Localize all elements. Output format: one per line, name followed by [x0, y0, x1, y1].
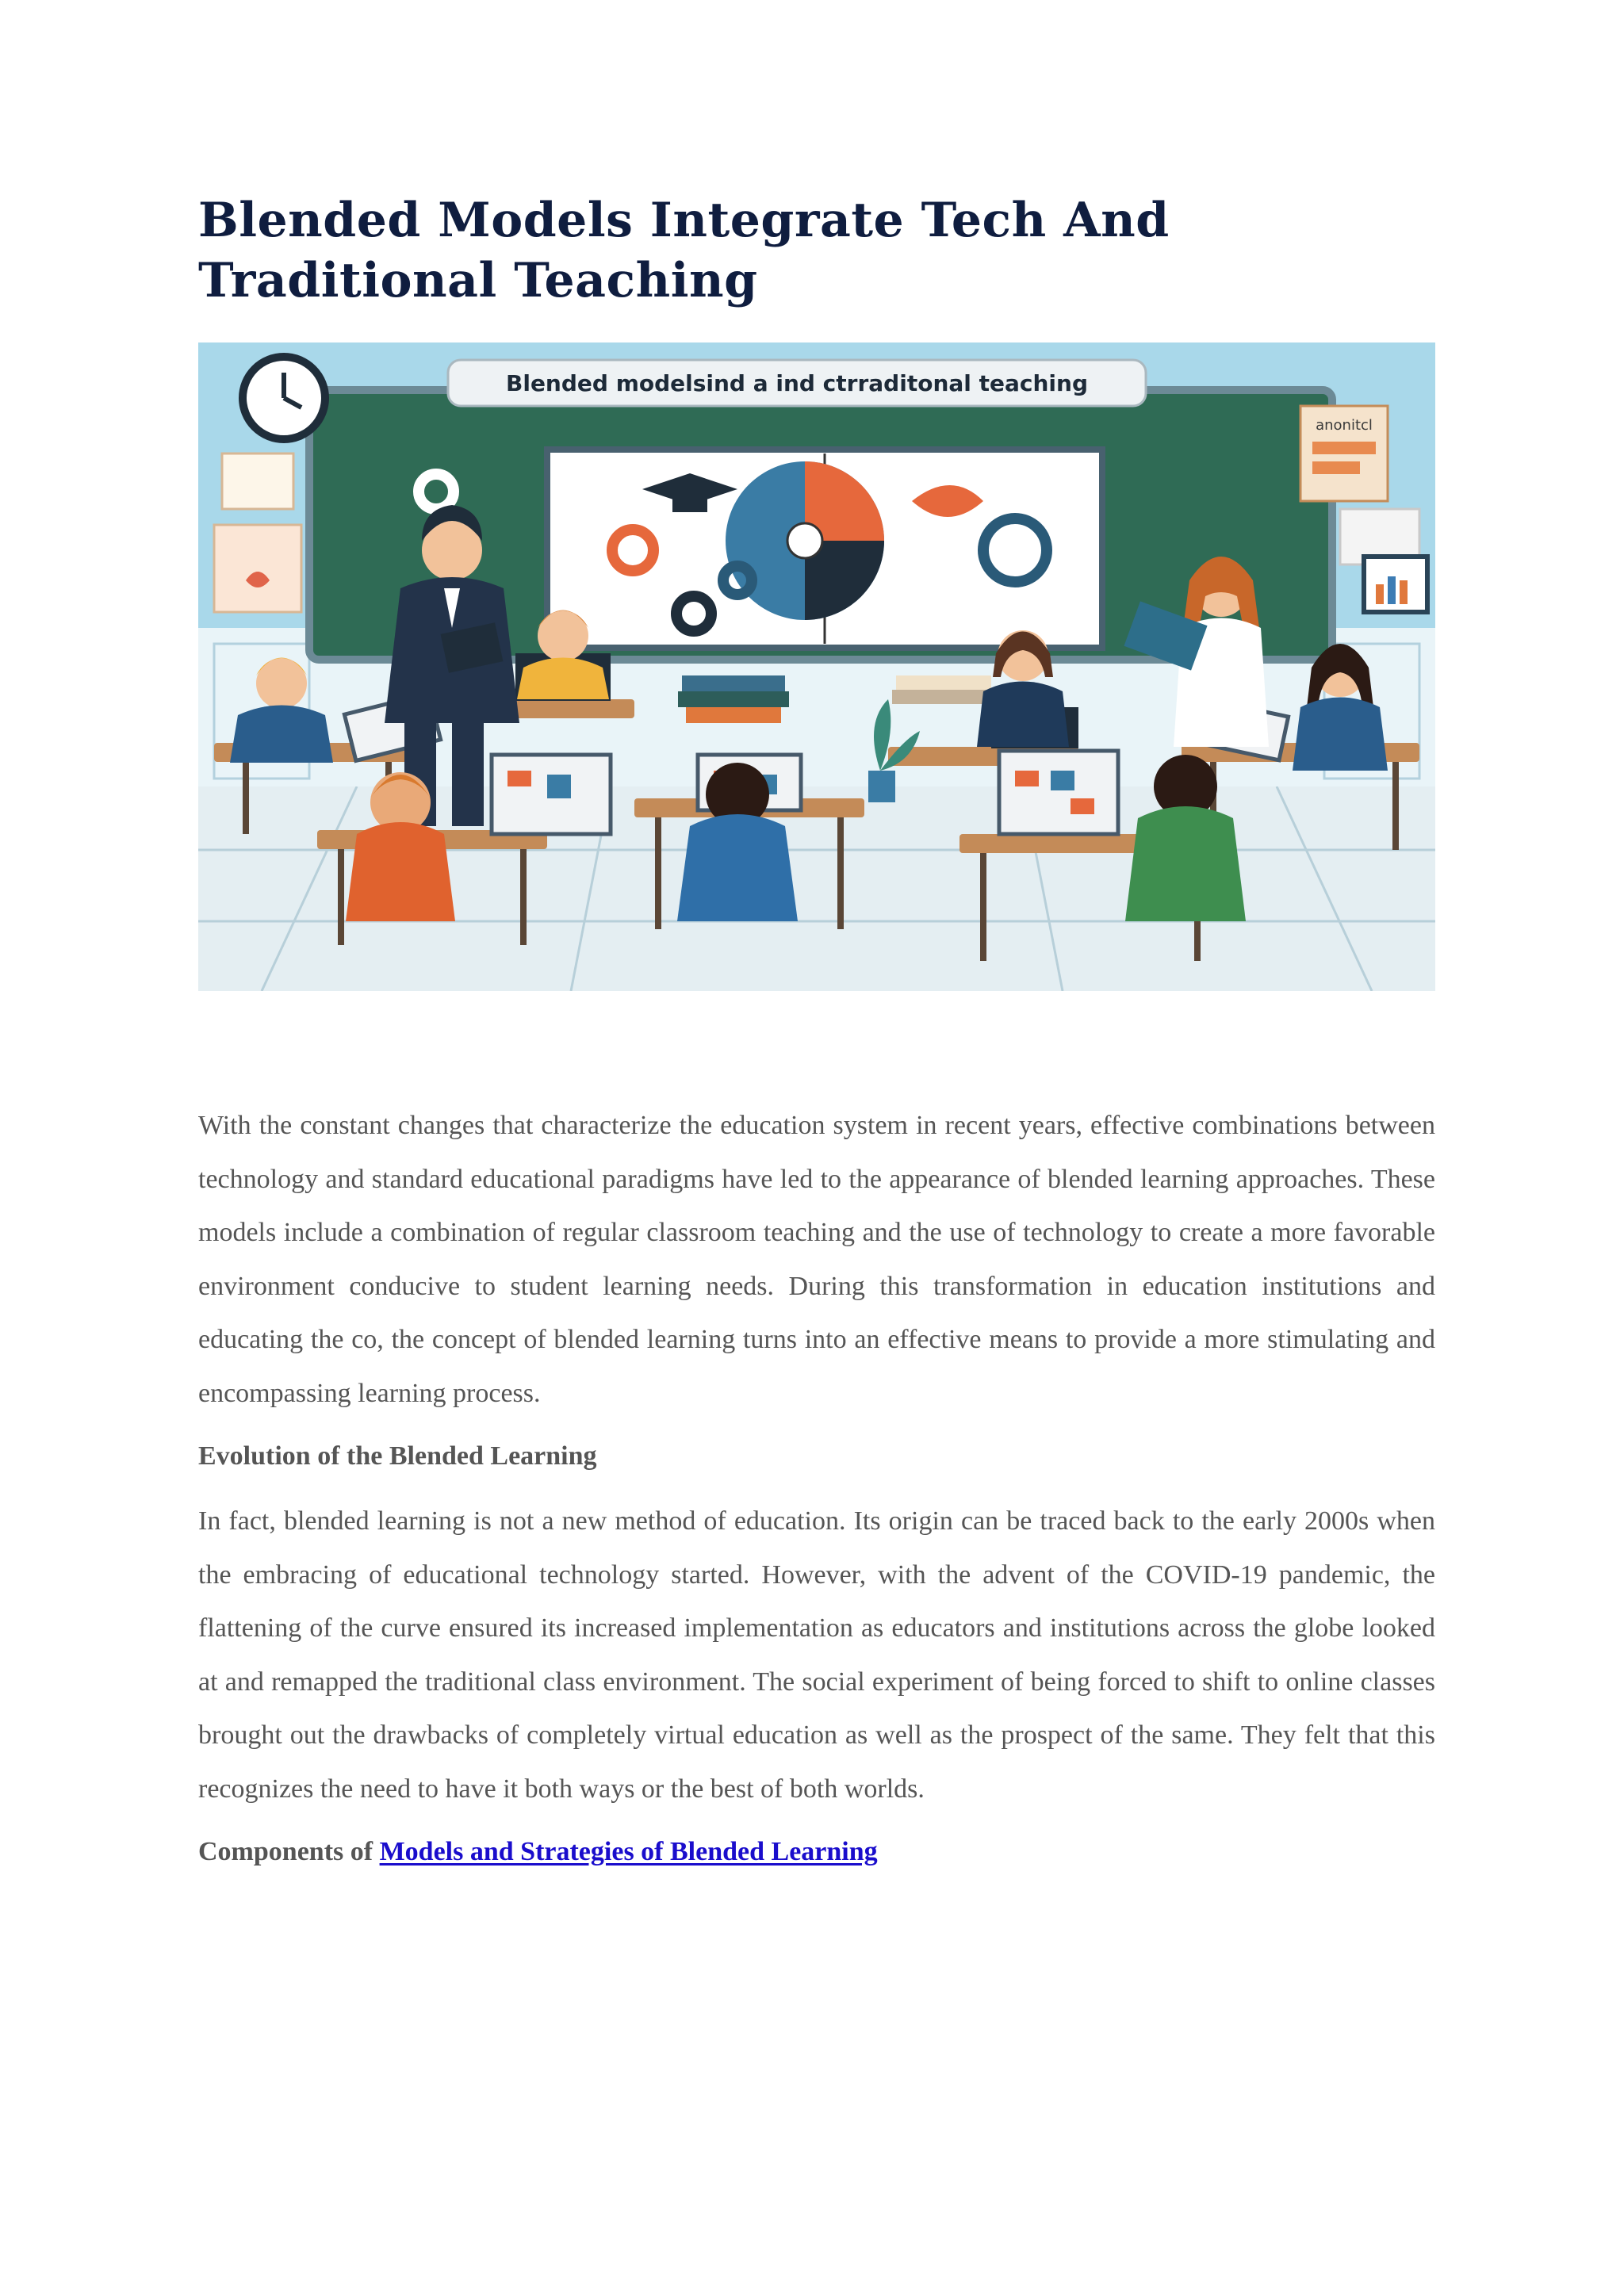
components-heading-prefix: Components of: [198, 1837, 380, 1866]
intro-paragraph: With the constant changes that characterize the education system in recent years, effective combinations between technology and standard educational paradigms have led to the appearance of blended learning approaches. These models include a combination of regular classroom teaching and the use of technology to create a more favorable environment conducive to student learning needs. During this transformation in education institutions and educating the co, the concept of blended learning turns into an effective means to provide a more stimulating and encompassing learning process.: [198, 1111, 1435, 1408]
poster-text: anonitcl: [1316, 417, 1373, 434]
blended-learning-strategies-link[interactable]: Models and Strategies of Blended Learning: [379, 1837, 878, 1866]
page-title: Blended Models Integrate Tech And Traditional Teaching: [198, 193, 1170, 308]
classroom-illustration: [198, 342, 1435, 991]
evolution-paragraph: In fact, blended learning is not a new method of education. Its origin can be traced back to the early 2000s when the embracing of educational technology started. However, with the advent of the COVID-19 pandemic, the flattening of the curve ensured its increased implementation as educators and institutions across the globe looked at and remapped the traditional class environment. The social experiment of being forced to shift to online classes brought out the drawbacks of completely virtual education as well as the prospect of the same. They felt that this recognizes the need to have it both ways or the best of both worlds.: [198, 1506, 1435, 1804]
banner-text: Blended modelsind a ind ctrraditonal teaching: [506, 370, 1088, 396]
section-heading-evolution: Evolution of the Blended Learning: [198, 1441, 597, 1471]
document-page: [198, 190, 1435, 1869]
section-heading-components: [198, 1835, 1435, 1869]
